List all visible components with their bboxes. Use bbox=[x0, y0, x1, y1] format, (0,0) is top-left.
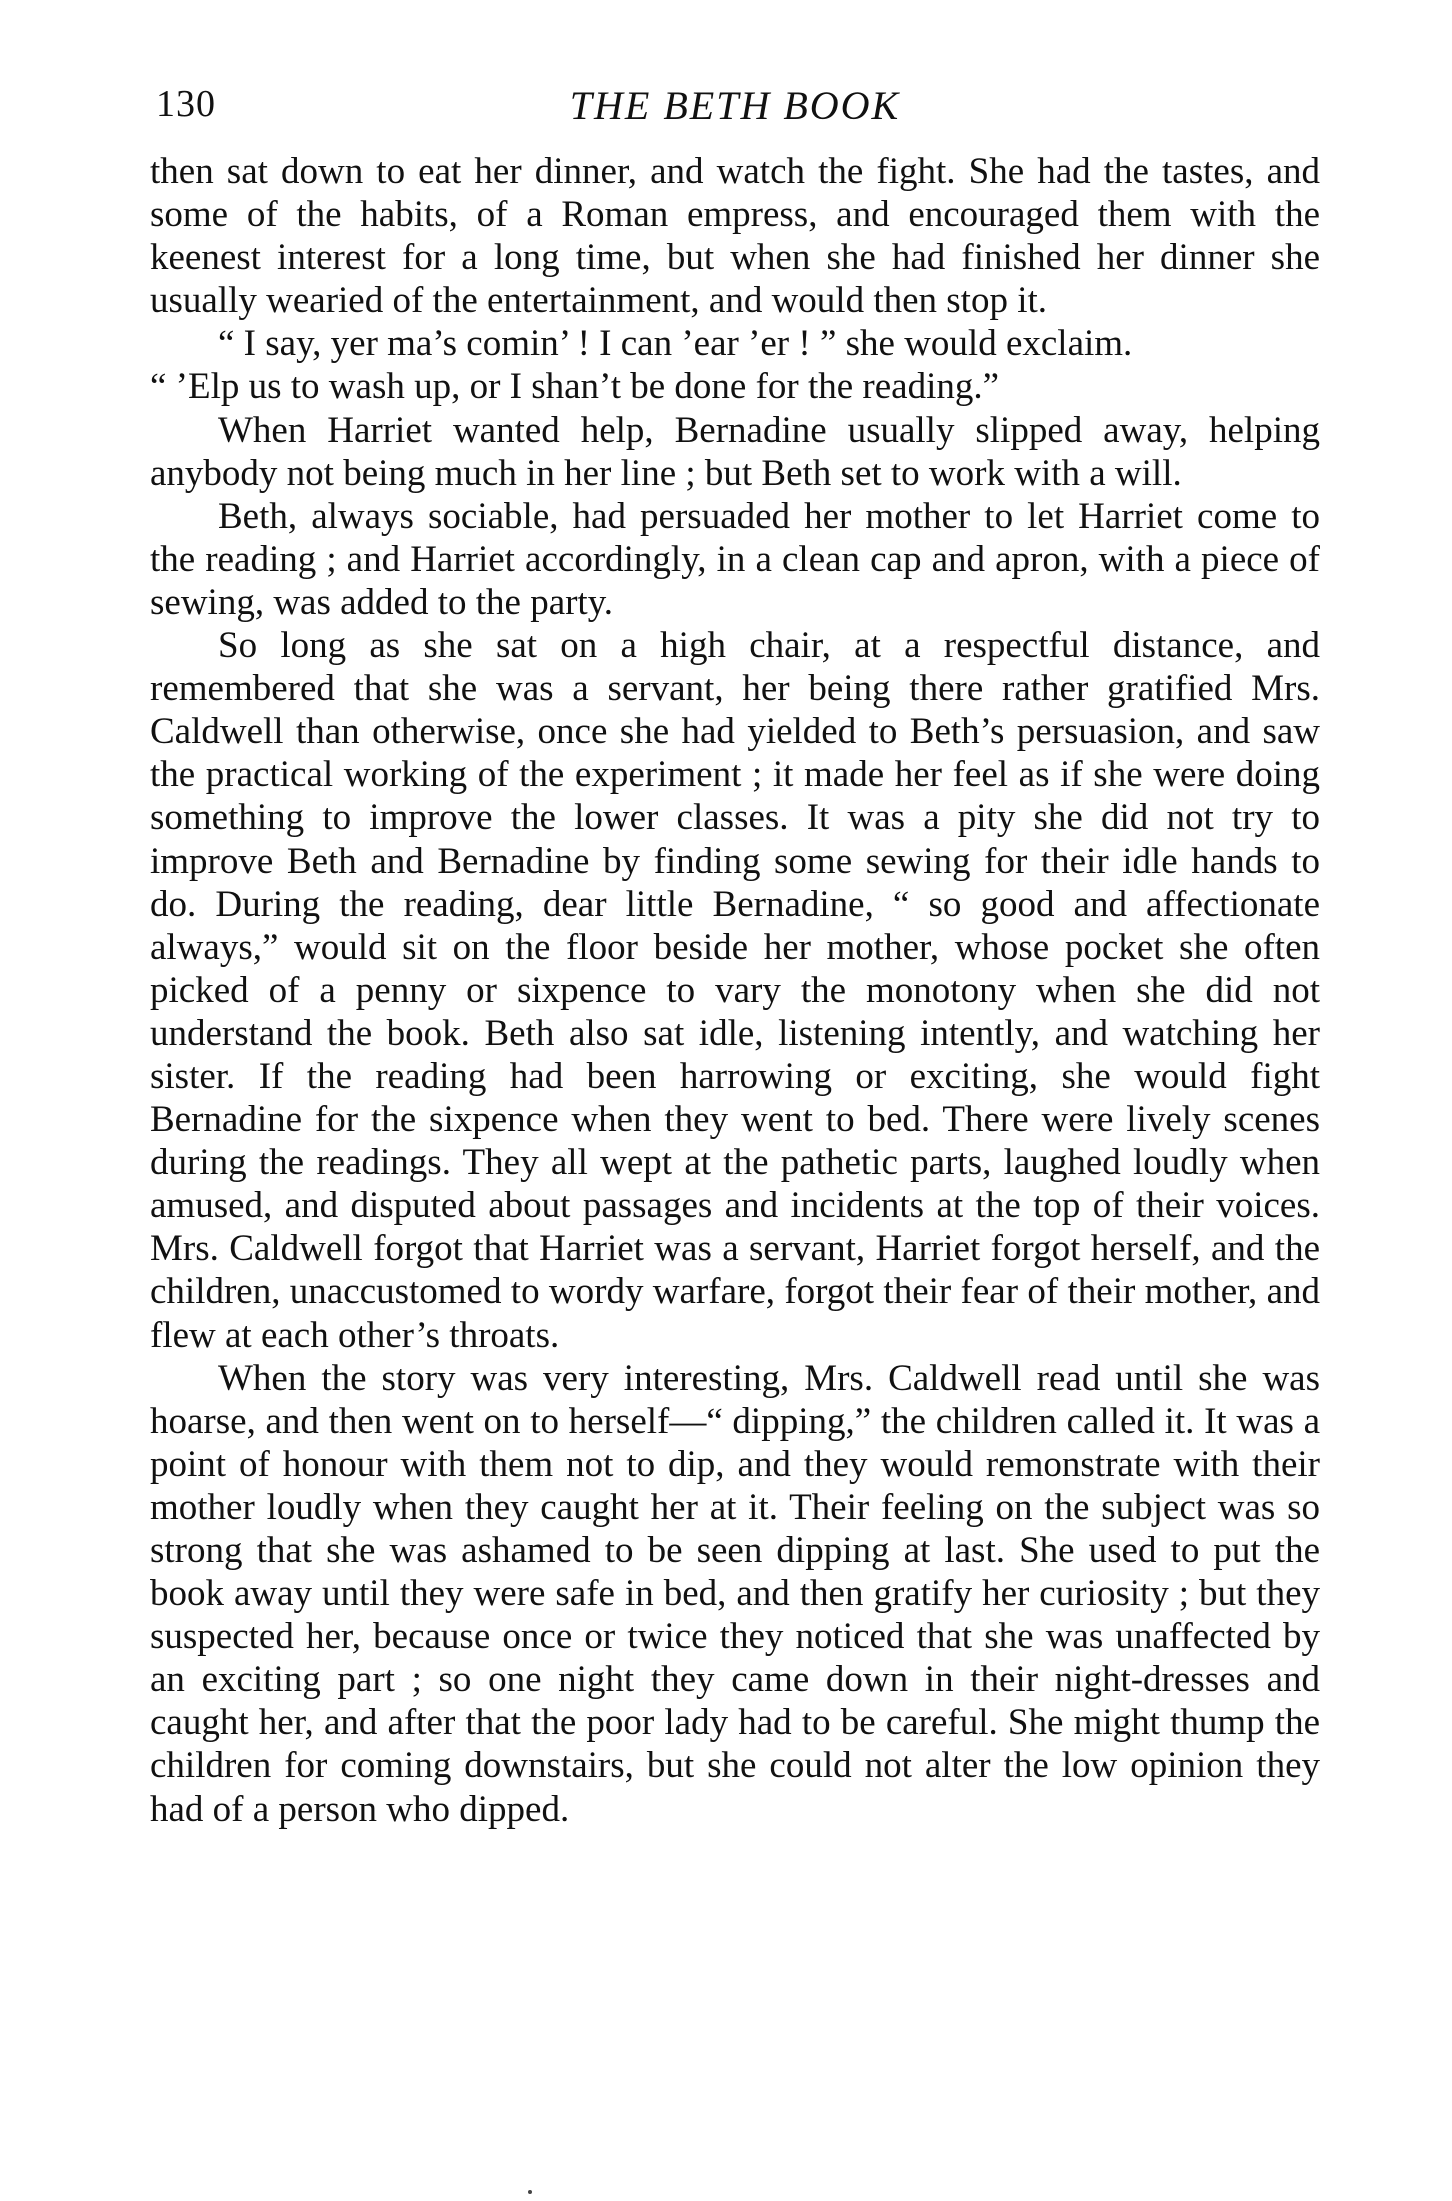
print-speck bbox=[528, 2190, 532, 2194]
paragraph: When Harriet wanted help, Bernadine usually slipped away, helping anybody not being much in her line ; but Beth set to work with a will. bbox=[150, 409, 1320, 494]
running-head: THE BETH BOOK bbox=[569, 83, 901, 128]
paragraph: then sat down to eat her dinner, and watch the fight. She had the tastes, and some of the habits, of a Roman empress, and encouraged them with the keenest interest for a long time, but when she had finished her dinner she usually wearied of the entertainment, and would then stop it. bbox=[150, 151, 1320, 322]
paragraph: “ I say, yer ma’s comin’ ! I can ’ear ’er ! ” she would exclaim. bbox=[218, 323, 1133, 365]
paragraph: So long as she sat on a high chair, at a respectful distance, and remembered that she was a servant, her being there rather gratified Mrs. Caldwell than otherwise, once she had yielded to Beth’s persuasion, and saw the practical working of the experiment ; it made her feel as if she were doing something to improve the lower classes. It was a pity she did not try to improve Beth and Bernadine by finding some sewing for their idle hands to do. During the reading, dear little Bernadine, “ so good and affectionate always,” would sit on the floor beside her mother, whose pocket she often picked of a penny or sixpence to vary the monotony when she did not understand the book. Beth also sat idle, listening intently, and watching her sister. If the reading had been harrowing or exciting, she would fight Bernadine for the sixpence when they went to bed. There were lively scenes during the readings. They all wept at the pathetic parts, laughed loudly when amused, and disputed about passages and incidents at the top of their voices. Mrs. Caldwell forgot that Harriet was a servant, Harriet forgot herself, and the children, unaccustomed to wordy warfare, forgot their fear of their mother, and flew at each other’s throats. bbox=[150, 625, 1320, 1356]
paragraph: When the story was very interesting, Mrs. Caldwell read until she was hoarse, and then went on to herself—“ dipping,” the children called it. It was a point of honour with them not to dip, and they would remonstrate with their mother loudly when they caught her at it. Their feeling on the subject was so strong that she was ashamed to be seen dipping at last. She used to put the book away until they were safe in bed, and then gratify her curiosity ; but they suspected her, because once or twice they noticed that she was unaffected by an exciting part ; so one night they came down in their night-dresses and caught her, and after that the poor lady had to be careful. She might thump the children for coming downstairs, but she could not alter the low opinion they had of a person who dipped. bbox=[150, 1357, 1320, 1830]
paragraph: “ ’Elp us to wash up, or I shan’t be done for the reading.” bbox=[150, 366, 1000, 408]
body-text bbox=[150, 150, 1320, 1831]
page-number: 130 bbox=[156, 83, 216, 125]
page-header bbox=[150, 82, 1320, 132]
paragraph: Beth, always sociable, had persuaded her mother to let Harriet come to the reading ; and Harriet accordingly, in a clean cap and apron, with a piece of sewing, was added to the party. bbox=[150, 495, 1320, 623]
